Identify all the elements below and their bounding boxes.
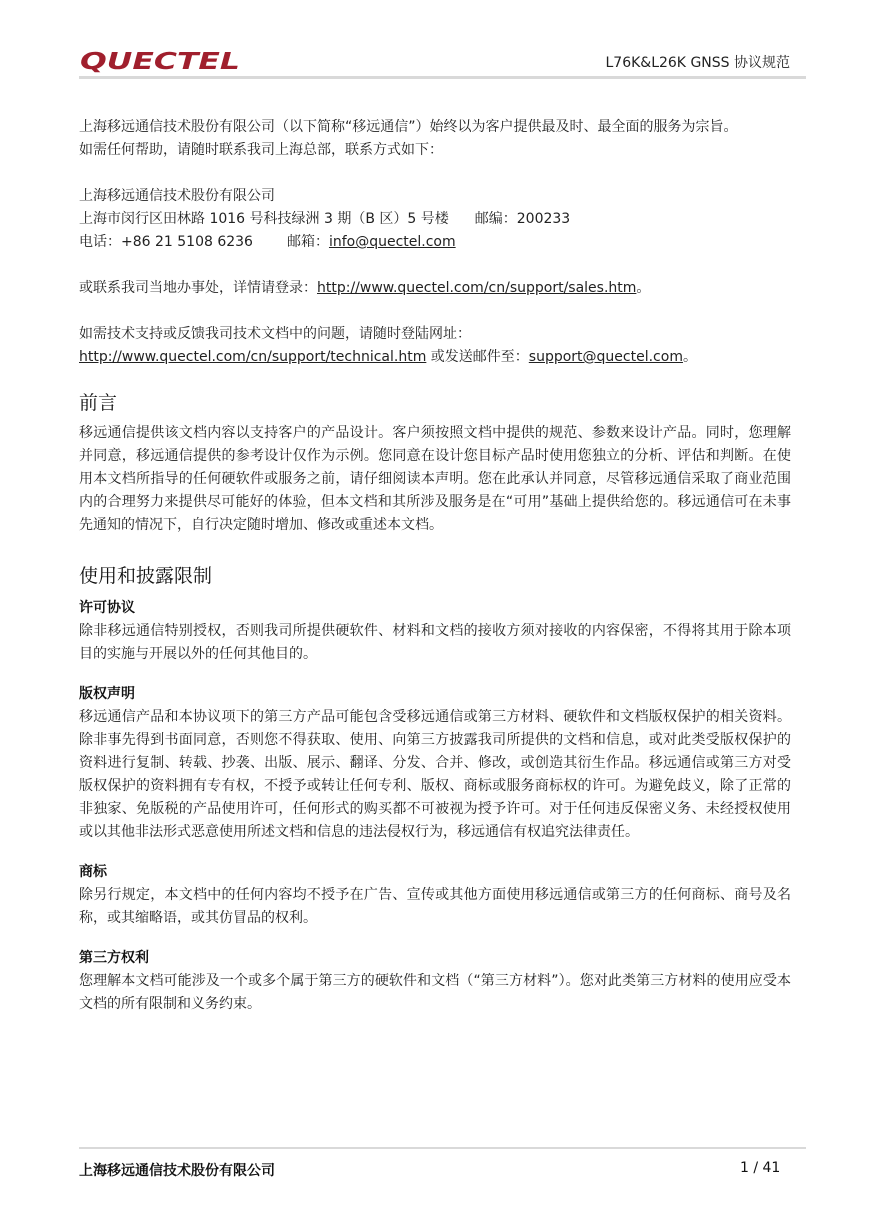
sales-support-link[interactable]: http://www.quectel.com/cn/support/sales.htm bbox=[317, 280, 637, 296]
company-name: 上海移远通信技术股份有限公司 bbox=[79, 188, 275, 204]
local-office-line bbox=[79, 277, 791, 300]
header-divider bbox=[79, 76, 806, 79]
intro-line-1: 上海移远通信技术股份有限公司（以下简称“移远通信”）始终以为客户提供最及时、最全面的服务为宗旨。 bbox=[79, 119, 738, 135]
quectel-logo bbox=[79, 48, 244, 78]
copyright-heading: 版权声明 bbox=[79, 686, 135, 702]
email-link[interactable]: info@quectel.com bbox=[328, 234, 456, 250]
address-line bbox=[79, 208, 791, 231]
license-body: 除非移远通信特别授权，否则我司所提供硬软件、材料和文档的接收方须对接收的内容保密，不得将其用于除本项目的实施与开展以外的任何其他目的。 bbox=[79, 623, 791, 662]
preface-section bbox=[79, 390, 791, 537]
footer-company: 上海移远通信技术股份有限公司 bbox=[79, 1163, 275, 1179]
local-office-suffix: 。 bbox=[636, 280, 651, 296]
tech-support-links-line bbox=[79, 346, 791, 369]
third-party-heading: 第三方权利 bbox=[79, 950, 149, 966]
trademark-body: 除另行规定，本文档中的任何内容均不授予在广告、宣传或其他方面使用移远通信或第三方的任何商标、商号及名称，或其缩略语，或其仿冒品的权利。 bbox=[79, 887, 791, 926]
postcode: 邮编：200233 bbox=[474, 211, 571, 227]
preface-body: 移远通信提供该文档内容以支持客户的产品设计。客户须按照文档中提供的规范、参数来设计产品。同时，您理解并同意，移远通信提供的参考设计仅作为示例。您同意在设计您目标产品时使用您独立的分析、评估和判断。在使用本文档所指导的任何硬软件或服务之前，请仔细阅读本声明。您在此承认并同意，尽管移远通信采取了商业范围内的合理努力来提供尽可能好的体验，但本文档和其所涉及服务是在“可用”基础上提供给您的。移远通信可在未事先通知的情况下，自行决定随时增加、修改或重述本文档。 bbox=[79, 425, 791, 533]
third-party-body: 您理解本文档可能涉及一个或多个属于第三方的硬软件和文档（“第三方材料”）。您对此类第三方材料的使用应受本文档的所有限制和义务约束。 bbox=[79, 973, 791, 1012]
page-number: 1 / 41 bbox=[740, 1160, 781, 1176]
document-title: L76K&L26K GNSS 协议规范 bbox=[605, 55, 790, 71]
phone: 电话：+86 21 5108 6236 bbox=[79, 234, 253, 250]
footer-divider bbox=[79, 1147, 806, 1149]
local-office-prefix: 或联系我司当地办事处，详情请登录： bbox=[79, 280, 317, 296]
restrictions-section bbox=[79, 563, 791, 1016]
trademark-heading: 商标 bbox=[79, 864, 107, 880]
support-email-link[interactable]: support@quectel.com bbox=[528, 349, 683, 365]
copyright-body: 移远通信产品和本协议项下的第三方产品可能包含受移远通信或第三方材料、硬软件和文档版权保护的相关资料。除非事先得到书面同意，否则您不得获取、使用、向第三方披露我司所提供的文档和信息，或对此类受版权保护的资料进行复制、转载、抄袭、出版、展示、翻译、分发、合并、修改，或创造其衍生作品。移远通信或第三方对受版权保护的资料拥有专有权，不授予或转让任何专利、版权、商标或服务商标权的许可。为避免歧义，除了正常的非独家、免版税的产品使用许可，任何形式的购买都不可被视为授予许可。对于任何违反保密义务、未经授权使用或以其他非法形式恶意使用所述文档和信息的违法侵权行为，移远通信有权追究法律责任。 bbox=[79, 709, 791, 840]
document-body bbox=[79, 116, 791, 1016]
tech-support-line: 如需技术支持或反馈我司技术文档中的问题，请随时登陆网址： bbox=[79, 326, 471, 342]
page-header bbox=[79, 44, 790, 78]
restrictions-heading: 使用和披露限制 bbox=[79, 565, 213, 587]
phone-email-line bbox=[79, 231, 791, 254]
tech-mail-prefix: 或发送邮件至： bbox=[426, 349, 529, 365]
tech-mail-suffix: 。 bbox=[682, 349, 697, 365]
license-heading: 许可协议 bbox=[79, 600, 135, 616]
email-label: 邮箱： bbox=[286, 234, 329, 250]
contact-section bbox=[79, 116, 791, 369]
intro-line-2: 如需任何帮助，请随时联系我司上海总部，联系方式如下： bbox=[79, 142, 443, 158]
address: 上海市闵行区田林路 1016 号科技绿洲 3 期（B 区）5 号楼 bbox=[79, 211, 449, 227]
preface-heading: 前言 bbox=[79, 392, 118, 414]
technical-support-link[interactable]: http://www.quectel.com/cn/support/technical.htm bbox=[79, 349, 427, 365]
logo-wordmark: QUECTEL bbox=[80, 49, 240, 74]
